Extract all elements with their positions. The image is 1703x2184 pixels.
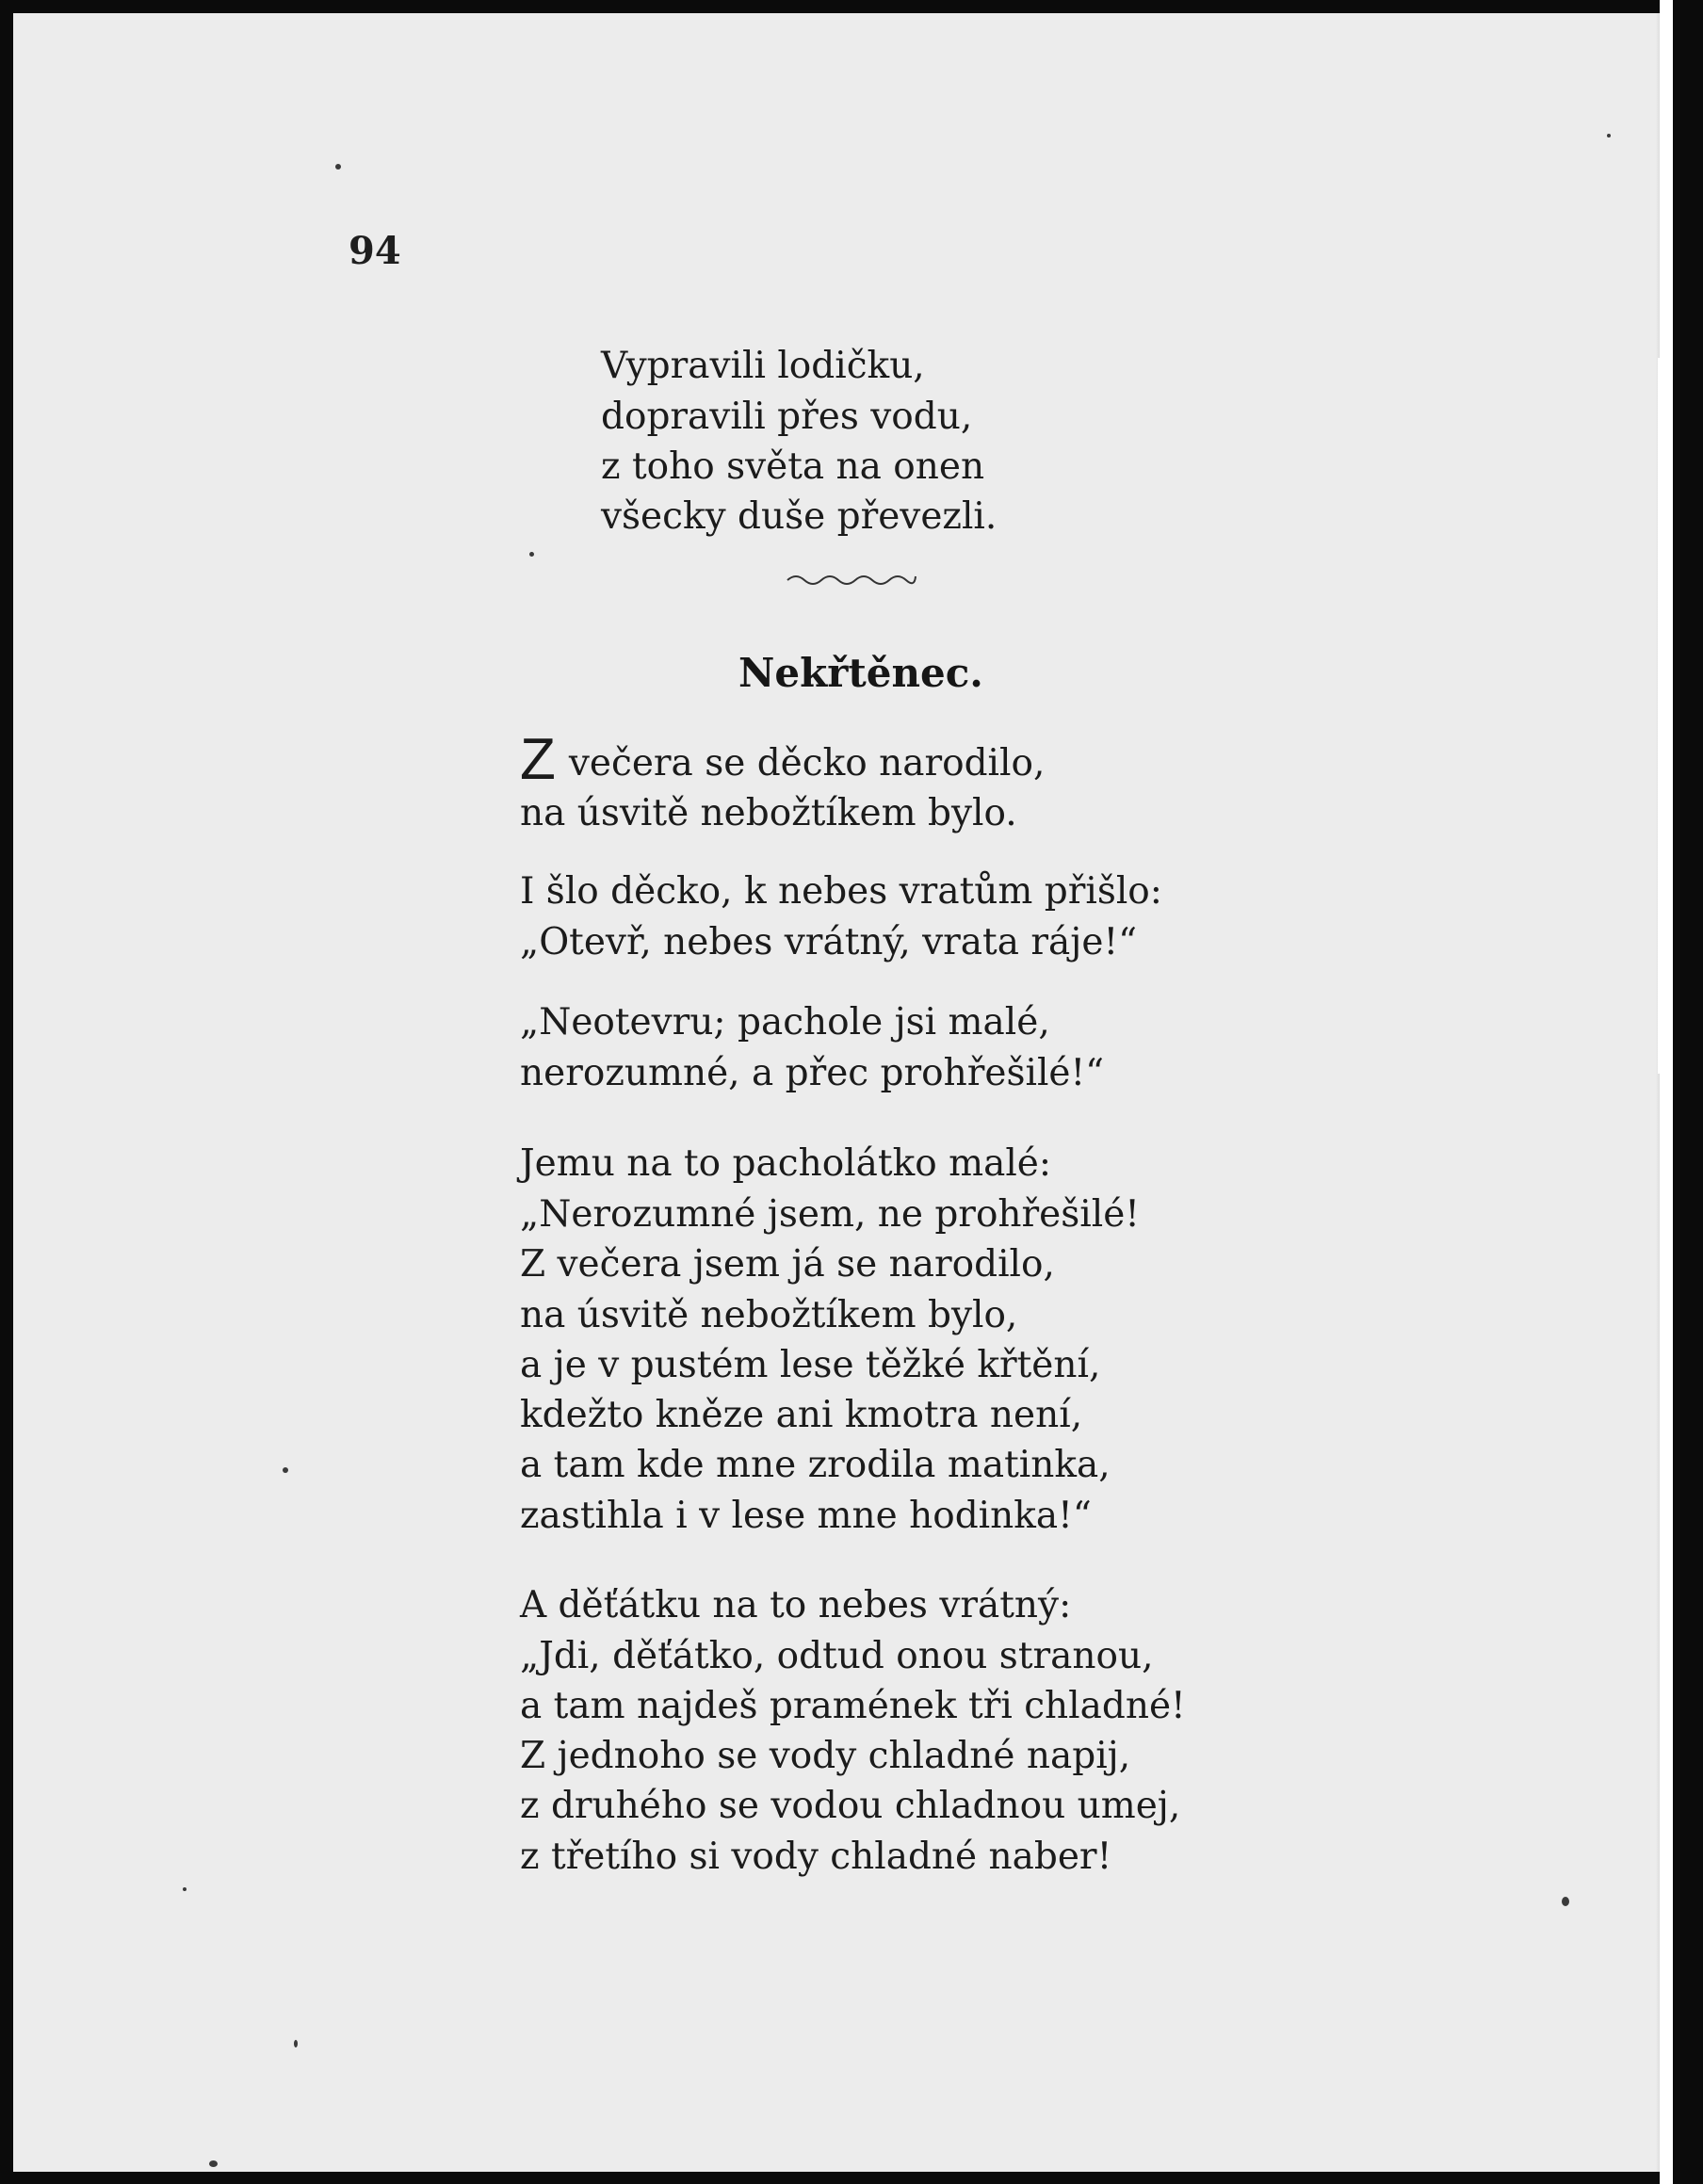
wavy-divider-icon — [786, 571, 917, 590]
verse-line: Vypravili lodičku, — [601, 345, 925, 387]
drop-cap: Z — [520, 727, 556, 792]
verse-line: a tam najdeš pramének tři chladné! — [520, 1685, 1186, 1727]
verse-line: kdežto kněze ani kmotra není, — [520, 1394, 1083, 1436]
verse-line: nerozumné, a přec prohřešilé!“ — [520, 1052, 1105, 1094]
verse-line: na úsvitě nebožtíkem bylo. — [520, 792, 1017, 834]
verse-line: „Nerozumné jsem, ne prohřešilé! — [520, 1193, 1140, 1236]
verse-line: „Otevř, nebes vrátný, vrata ráje!“ — [520, 921, 1138, 963]
verse-line: zastihla i v lese mne hodinka!“ — [520, 1495, 1092, 1537]
verse-line: „Jdi, děťátko, odtud onou stranou, — [520, 1635, 1154, 1677]
dust-speck — [1562, 1897, 1569, 1906]
verse-line: z třetího si vody chladné naber! — [520, 1836, 1112, 1878]
binding-strip — [1660, 0, 1673, 2184]
verse-line: Z jednoho se vody chladné napij, — [520, 1735, 1131, 1777]
book-page — [13, 13, 1663, 2172]
verse-line: z toho světa na onen — [601, 445, 985, 488]
poem-title: Nekřtěnec. — [738, 650, 983, 696]
dust-speck — [529, 552, 534, 557]
verse-line-first — [520, 727, 1046, 792]
dust-speck — [294, 2040, 298, 2047]
page-number: 94 — [349, 229, 401, 273]
verse-line: všecky duše převezli. — [601, 495, 997, 538]
verse-line-first-text: večera se děcko narodilo, — [568, 742, 1046, 785]
verse-line: I šlo děcko, k nebes vratům přišlo: — [520, 870, 1162, 913]
verse-line: a tam kde mne zrodila matinka, — [520, 1444, 1111, 1486]
verse-line: a je v pustém lese těžké křtění, — [520, 1344, 1101, 1386]
verse-line: na úsvitě nebožtíkem bylo, — [520, 1294, 1018, 1336]
dust-speck — [335, 164, 341, 170]
dust-speck — [209, 2160, 218, 2167]
verse-line: „Neotevru; pachole jsi malé, — [520, 1001, 1050, 1043]
dust-speck — [183, 1887, 187, 1891]
dust-speck — [1607, 134, 1611, 138]
verse-line: Jemu na to pacholátko malé: — [520, 1142, 1052, 1185]
verse-line: dopravili přes vodu, — [601, 396, 973, 438]
dust-speck — [283, 1467, 288, 1473]
verse-line: z druhého se vodou chladnou umej, — [520, 1785, 1181, 1827]
binding-strip — [1658, 358, 1671, 1074]
verse-line: Z večera jsem já se narodilo, — [520, 1243, 1055, 1286]
verse-line: A děťátku na to nebes vrátný: — [520, 1584, 1072, 1626]
book-binding-edge — [1650, 0, 1690, 2184]
